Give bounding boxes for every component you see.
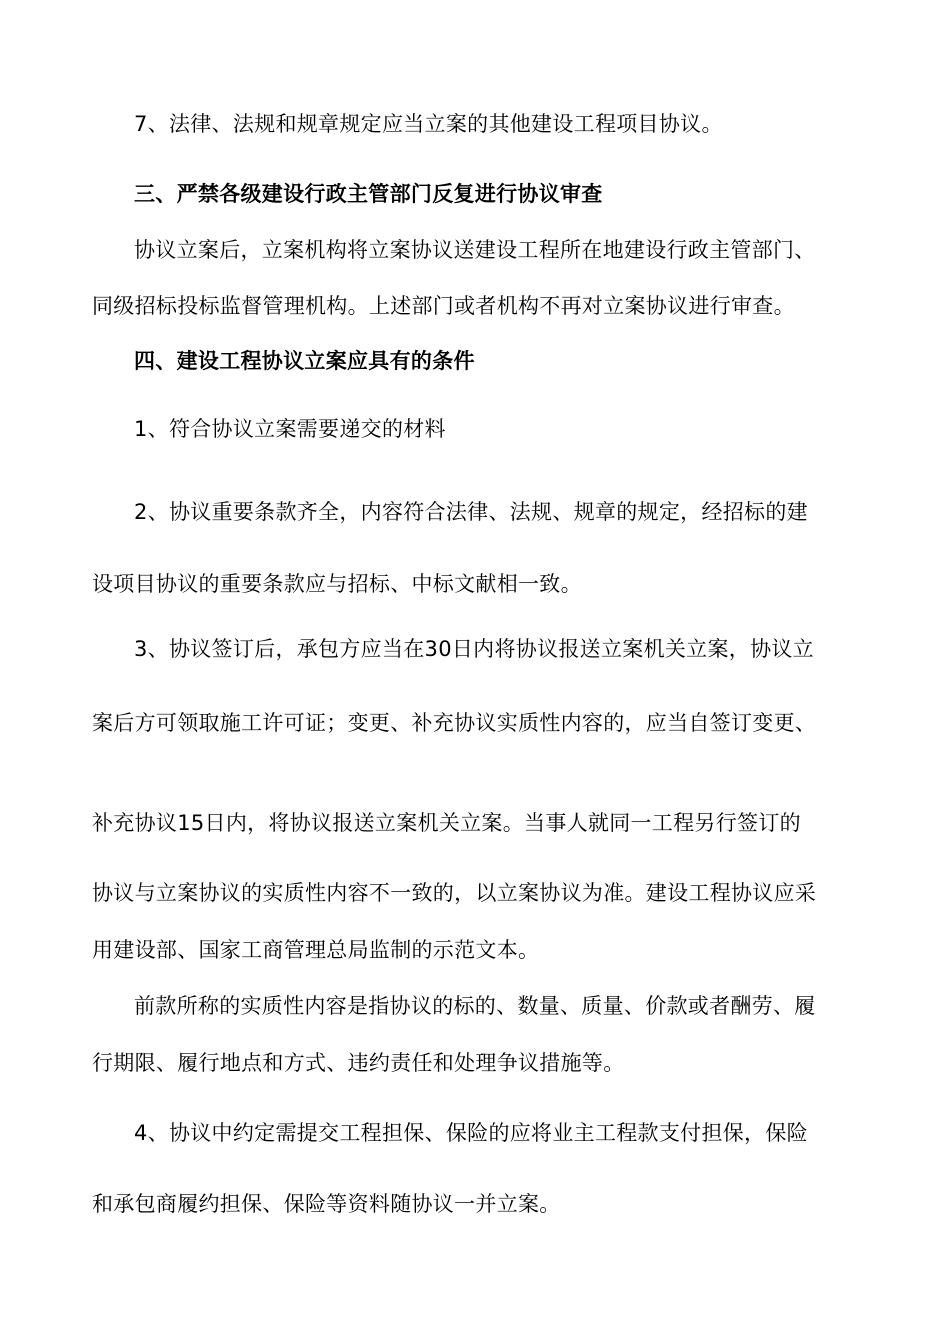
paragraph-line: 案后方可领取施工许可证；变更、补充协议实质性内容的，应当自签订变更、	[92, 711, 817, 735]
list-item-3: 3、协议签订后，承包方应当在30日内将协议报送立案机关立案，协议立	[134, 637, 814, 661]
paragraph-line: 用建设部、国家工商管理总局监制的示范文本。	[92, 938, 540, 962]
list-item-4: 4、协议中约定需提交工程担保、保险的应将业主工程款支付担保，保险	[134, 1121, 808, 1145]
paragraph-line: 和承包商履约担保、保险等资料随协议一并立案。	[92, 1192, 561, 1216]
paragraph-line: 同级招标投标监督管理机构。上述部门或者机构不再对立案协议进行审查。	[92, 294, 795, 318]
list-item-1: 1、符合协议立案需要递交的材料	[134, 417, 446, 441]
list-item-7: 7、法律、法规和规章规定应当立案的其他建设工程项目协议。	[134, 112, 723, 136]
section-heading-3: 三、严禁各级建设行政主管部门反复进行协议审查	[134, 182, 603, 206]
paragraph-line: 行期限、履行地点和方式、违约责任和处理争议措施等。	[92, 1051, 625, 1075]
paragraph-line: 设项目协议的重要条款应与招标、中标文献相一致。	[92, 572, 582, 596]
section-heading-4: 四、建设工程协议立案应具有的条件	[134, 349, 475, 373]
paragraph-line: 协议与立案协议的实质性内容不一致的，以立案协议为准。建设工程协议应采	[92, 881, 817, 905]
paragraph-line: 协议立案后，立案机构将立案协议送建设工程所在地建设行政主管部门、	[134, 238, 816, 262]
paragraph-line: 补充协议15日内，将协议报送立案机关立案。当事人就同一工程另行签订的	[92, 811, 801, 835]
list-item-2: 2、协议重要条款齐全，内容符合法律、法规、规章的规定，经招标的建	[134, 500, 808, 524]
paragraph-line: 前款所称的实质性内容是指协议的标的、数量、质量、价款或者酬劳、履	[134, 994, 816, 1018]
